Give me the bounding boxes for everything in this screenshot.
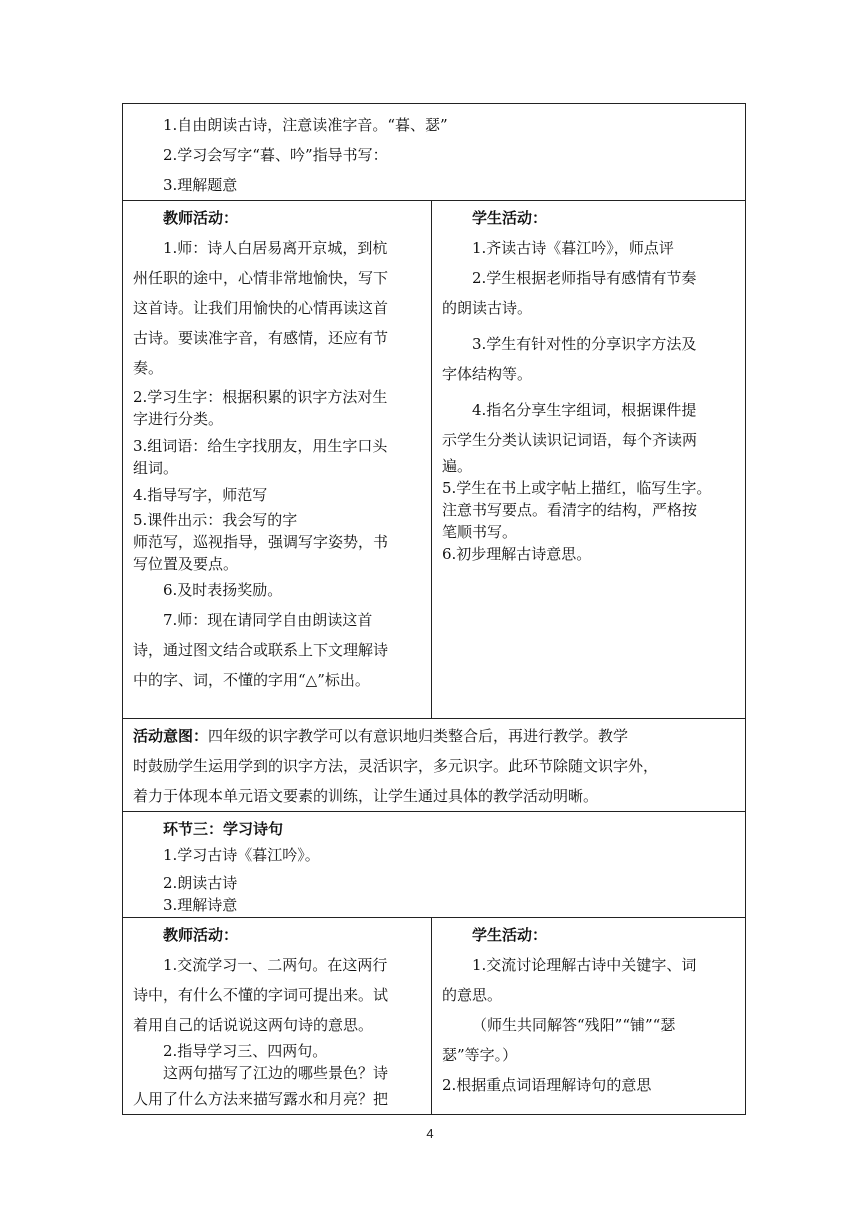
teacher-heading: 教师活动： [163,926,239,944]
goal-line: 1.自由朗读古诗，注意读准字音。“暮、瑟” [163,116,448,134]
student-line: 2.学生根据老师指导有感情有节奏 [472,269,697,287]
student-line: 3.学生有针对性的分享识字方法及 [472,335,697,353]
teacher-line: 1.师：诗人白居易离开京城，到杭 [163,239,388,257]
student-line: 遍。 [442,457,473,475]
student-line: 瑟”等字。） [442,1046,518,1064]
teacher-heading: 教师活动： [163,209,239,227]
page-number: 4 [426,1126,434,1141]
section2-goals-cell [123,104,746,201]
teacher-line: 这首诗。让我们用愉快的心情再读这首 [133,299,389,317]
teacher-activities-cell [123,918,432,1115]
teacher-line: 写位置及要点。 [133,555,239,573]
teacher-line: 4.指导写字，师范写 [133,486,268,504]
student-line: 5.学生在书上或字帖上描红，临写生字。 [442,479,712,497]
student-line: 示学生分类认读识记词语，每个齐读两 [442,431,698,449]
student-line: 1.齐读古诗《暮江吟》，师点评 [472,239,674,257]
section2-activities-row [123,201,746,719]
student-activities-cell [432,918,746,1115]
student-line: 6.初步理解古诗意思。 [442,545,592,563]
section2-goals-row [123,104,746,201]
teacher-line: 奏。 [133,359,164,377]
teacher-line: 州任职的途中，心情非常地愉快，写下 [133,269,389,287]
intent-label: 活动意图： [133,727,209,745]
student-line: 2.根据重点词语理解诗句的意思 [442,1076,652,1094]
teacher-line: 2.指导学习三、四两句。 [163,1042,328,1060]
student-line: 笔顺书写。 [442,523,518,541]
intent-line: 时鼓励学生运用学到的识字方法，灵活识字，多元识字。此环节除随文识字外， [133,757,659,775]
goal-line: 3.理解诗意 [163,896,238,914]
teacher-activities-cell [123,201,432,719]
teacher-line: 这两句描写了江边的哪些景色？诗 [163,1064,389,1082]
section3-goals-row [123,812,746,918]
goal-line: 3.理解题意 [163,176,238,194]
teacher-line: 7.师：现在请同学自由朗读这首 [163,611,373,629]
teacher-line: 诗，通过图文结合或联系上下文理解诗 [133,641,389,659]
teacher-line: 诗中，有什么不懂的字词可提出来。试 [133,986,389,1004]
intent-line: 着力于体现本单元语文要素的训练，让学生通过具体的教学活动明晰。 [133,787,599,805]
teacher-line: 6.及时表扬奖励。 [163,581,283,599]
teacher-line: 3.组词语：给生字找朋友，用生字口头 [133,437,388,455]
intent-cell [123,719,746,812]
teacher-line: 人用了什么方法来描写露水和月亮？把 [133,1090,389,1108]
student-line: 的朗读古诗。 [442,299,533,317]
student-line: 的意思。 [442,986,503,1004]
student-line: 字体结构等。 [442,365,533,383]
teacher-line: 字进行分类。 [133,410,224,428]
student-heading: 学生活动： [472,209,548,227]
section3-activities-row [123,918,746,1115]
teacher-line: 师范写，巡视指导，强调写字姿势，书 [133,533,389,551]
teacher-line: 组词。 [133,459,179,477]
student-line: 1.交流讨论理解古诗中关键字、词 [472,956,697,974]
lesson-plan-table [122,103,746,1115]
student-line: 注意书写要点。看清字的结构，严格按 [442,501,698,519]
student-line: （师生共同解答“残阳”“铺”“瑟 [472,1016,676,1034]
goal-line: 1.学习古诗《暮江吟》。 [163,846,320,864]
intent-line [133,721,735,751]
teacher-line: 1.交流学习一、二两句。在这两行 [163,956,388,974]
goal-line: 2.朗读古诗 [163,874,238,892]
section2-intent-row [123,719,746,812]
student-activities-cell [432,201,746,719]
student-heading: 学生活动： [472,926,548,944]
teacher-line: 着用自己的话说说这两句诗的意思。 [133,1016,374,1034]
section3-goals-cell [123,812,746,918]
teacher-line: 5.课件出示：我会写的字 [133,511,298,529]
teacher-line: 中的字、词，不懂的字用“△”标出。 [133,671,370,689]
intent-text: 四年级的识字教学可以有意识地归类整合后，再进行教学。教学 [208,727,629,745]
goal-line: 2.学习会写字“暮、吟”指导书写： [163,146,388,164]
teacher-line: 2.学习生字：根据积累的识字方法对生 [133,388,388,406]
teacher-line: 古诗。要读准字音，有感情，还应有节 [133,329,389,347]
section3-title: 环节三：学习诗句 [163,820,284,838]
student-line: 4.指名分享生字组词，根据课件提 [472,401,697,419]
